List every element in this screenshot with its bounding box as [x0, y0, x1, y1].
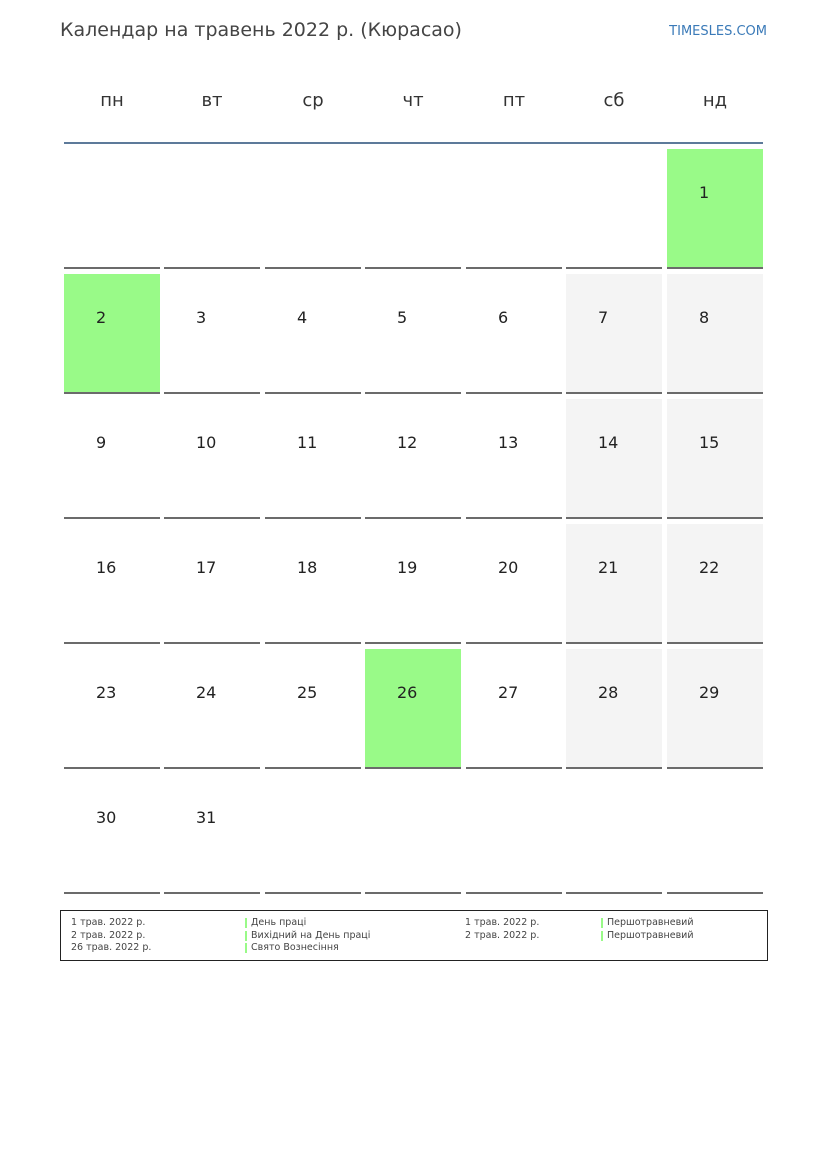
day-number: 30 — [96, 808, 117, 827]
day-cell-24 — [164, 649, 260, 769]
day-cell-29 — [667, 649, 763, 769]
legend-date: 1 трав. 2022 р. — [465, 917, 540, 928]
day-number: 10 — [196, 433, 217, 452]
day-number: 17 — [196, 558, 217, 577]
legend-color-bar — [245, 943, 247, 953]
legend-color-bar — [245, 918, 247, 928]
day-number: 14 — [598, 433, 619, 452]
day-number: 6 — [498, 308, 509, 327]
legend-holiday-name — [245, 942, 339, 953]
empty-day-cell — [64, 149, 160, 269]
day-number: 12 — [397, 433, 418, 452]
day-cell-26 — [365, 649, 461, 769]
day-cell-9 — [64, 399, 160, 519]
day-cell-14 — [566, 399, 662, 519]
weekday-sun: нд — [702, 90, 728, 111]
day-number: 4 — [297, 308, 308, 327]
empty-day-cell — [566, 149, 662, 269]
day-cell-27 — [466, 649, 562, 769]
day-cell-28 — [566, 649, 662, 769]
day-cell-31 — [164, 774, 260, 894]
legend-name-text: Першотравневий — [607, 917, 694, 928]
weekday-fri: пт — [502, 90, 526, 111]
day-number: 2 — [96, 308, 107, 327]
day-number: 22 — [699, 558, 720, 577]
weekday-sat: сб — [603, 90, 625, 111]
day-cell-20 — [466, 524, 562, 644]
day-cell-3 — [164, 274, 260, 394]
legend-name-text: Вихідний на День праці — [251, 930, 371, 941]
day-cell-6 — [466, 274, 562, 394]
day-number: 13 — [498, 433, 519, 452]
day-number: 15 — [699, 433, 720, 452]
legend-color-bar — [601, 931, 603, 941]
day-number: 5 — [397, 308, 408, 327]
day-number: 25 — [297, 683, 318, 702]
day-number: 18 — [297, 558, 318, 577]
day-number: 28 — [598, 683, 619, 702]
empty-day-cell — [466, 149, 562, 269]
day-cell-25 — [265, 649, 361, 769]
day-cell-10 — [164, 399, 260, 519]
header-divider — [64, 142, 763, 144]
day-number: 26 — [397, 683, 418, 702]
empty-day-cell — [164, 149, 260, 269]
empty-day-cell — [566, 774, 662, 894]
day-cell-17 — [164, 524, 260, 644]
day-cell-8 — [667, 274, 763, 394]
legend-name-text: Першотравневий — [607, 930, 694, 941]
day-cell-23 — [64, 649, 160, 769]
calendar-grid — [64, 149, 764, 895]
day-cell-12 — [365, 399, 461, 519]
weekday-tue: вт — [201, 90, 223, 111]
legend-date: 2 трав. 2022 р. — [71, 930, 146, 941]
day-cell-22 — [667, 524, 763, 644]
page-title: Календар на травень 2022 р. (Кюрасао) — [60, 19, 462, 41]
legend-holiday-name — [601, 930, 694, 941]
day-number: 1 — [699, 183, 710, 202]
holiday-legend — [60, 910, 768, 961]
day-cell-2 — [64, 274, 160, 394]
day-number: 8 — [699, 308, 710, 327]
day-number: 7 — [598, 308, 609, 327]
day-cell-7 — [566, 274, 662, 394]
legend-holiday-name — [601, 917, 694, 928]
day-cell-13 — [466, 399, 562, 519]
day-cell-1 — [667, 149, 763, 269]
legend-date: 1 трав. 2022 р. — [71, 917, 146, 928]
legend-name-text: Свято Вознесіння — [251, 942, 339, 953]
legend-color-bar — [245, 931, 247, 941]
legend-holiday-name — [245, 917, 306, 928]
day-cell-5 — [365, 274, 461, 394]
day-number: 20 — [498, 558, 519, 577]
brand-link[interactable]: TIMESLES.COM — [669, 24, 767, 39]
empty-day-cell — [466, 774, 562, 894]
day-cell-19 — [365, 524, 461, 644]
day-cell-30 — [64, 774, 160, 894]
legend-date: 26 трав. 2022 р. — [71, 942, 152, 953]
day-number: 11 — [297, 433, 318, 452]
day-number: 27 — [498, 683, 519, 702]
empty-day-cell — [365, 149, 461, 269]
empty-day-cell — [365, 774, 461, 894]
day-number: 24 — [196, 683, 217, 702]
day-number: 21 — [598, 558, 619, 577]
day-number: 23 — [96, 683, 117, 702]
empty-day-cell — [667, 774, 763, 894]
empty-day-cell — [265, 774, 361, 894]
weekday-mon: пн — [100, 90, 124, 111]
day-cell-21 — [566, 524, 662, 644]
day-cell-16 — [64, 524, 160, 644]
weekday-header-row — [64, 90, 763, 120]
day-cell-18 — [265, 524, 361, 644]
legend-color-bar — [601, 918, 603, 928]
day-number: 31 — [196, 808, 217, 827]
day-number: 3 — [196, 308, 207, 327]
legend-name-text: День праці — [251, 917, 307, 928]
day-number: 29 — [699, 683, 720, 702]
empty-day-cell — [265, 149, 361, 269]
day-cell-11 — [265, 399, 361, 519]
day-cell-4 — [265, 274, 361, 394]
weekday-wed: ср — [302, 90, 324, 111]
day-number: 16 — [96, 558, 117, 577]
legend-holiday-name — [245, 930, 370, 941]
day-number: 19 — [397, 558, 418, 577]
weekday-thu: чт — [402, 90, 424, 111]
day-number: 9 — [96, 433, 107, 452]
legend-date: 2 трав. 2022 р. — [465, 930, 540, 941]
day-cell-15 — [667, 399, 763, 519]
